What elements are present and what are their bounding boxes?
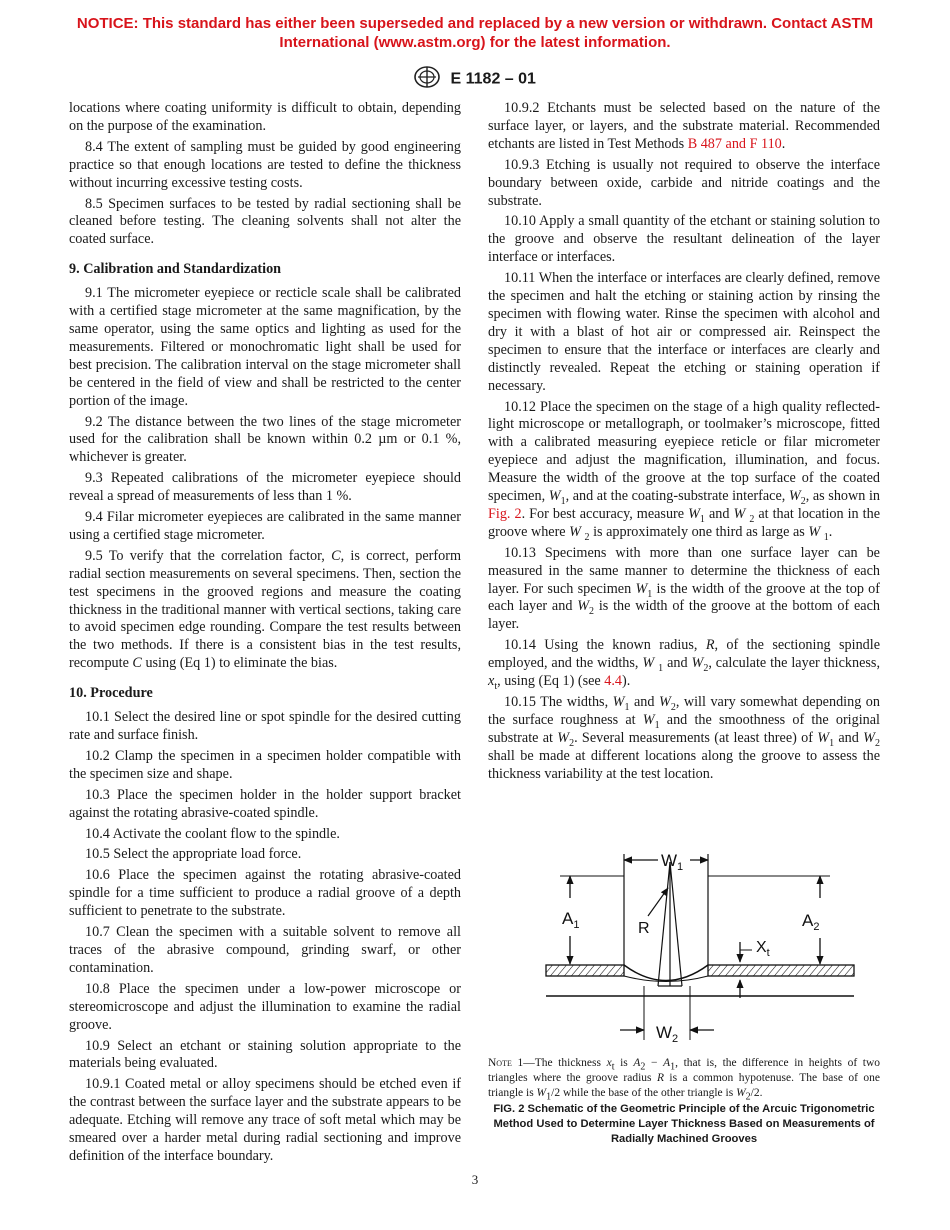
label-w2: $W_2$ bbox=[656, 1023, 679, 1044]
hypotenuse-left bbox=[658, 862, 670, 986]
groove-arc bbox=[624, 965, 708, 981]
paragraph-10-8: 10.8 Place the specimen under a low-power microscope or stereomicroscope and adjust the illumination to examine the radial groove. bbox=[69, 980, 461, 1033]
paragraph-10-9-2: 10.9.2 Etchants must be selected based on the nature of the surface layer, or layers, and the substrate material. Recommended etchants are listed in Test Methods B 487 and F 110. bbox=[488, 100, 880, 152]
paragraph: locations where coating uniformity is difficult to obtain, depending on the purpose of the examination. bbox=[69, 100, 461, 134]
paragraph-8-5: 8.5 Specimen surfaces to be tested by radial sectioning shall be cleaned before testing. The cleaning solvents shall not alter the coated surface. bbox=[69, 195, 461, 248]
astm-logo-icon bbox=[414, 66, 440, 93]
figure-caption: FIG. 2 Schematic of the Geometric Principle of the Arcuic Trigonometric Method Used to Determine Layer Thickness Based on Measurements of Radially Machined Grooves bbox=[493, 1103, 875, 1145]
coating-layer-right bbox=[708, 965, 854, 976]
paragraph-10-15: 10.15 The widths, $W_1$ and $W_2$, will vary somewhat depending on the surface roughness at $W_1$ and the smoothness of the original substrate at $W_2$. Several measurements (at least three) of $W_1$ and $W_2$ shall be made at different locations along the groove to assess the thickness variability at the test location. bbox=[488, 694, 880, 782]
paragraph-10-7: 10.7 Clean the specimen with a suitable solvent to remove all traces of the abrasive compound, grinding swarf, or other contamination. bbox=[69, 924, 461, 976]
paragraph-10-1: 10.1 Select the desired line or spot spindle for the desired cutting rate and surface finish. bbox=[69, 709, 461, 743]
label-a2: $A_2$ bbox=[802, 911, 820, 933]
notice-line-2: International (www.astm.org) for the latest information. bbox=[279, 34, 671, 51]
paragraph-10-11: 10.11 When the interface or interfaces are clearly defined, remove the specimen and halt the etching or staining action by rinsing the specimen with flowing water. Rinse the specimen with alcohol and dry it with a blast of hot air or compressed air. Reinspect the specimen to ensure that the interface or interfaces are clearly and distinctly revealed. Repeat the etching or staining operation if necessary. bbox=[488, 270, 880, 394]
section-heading-9: 9. Calibration and Standardization bbox=[69, 261, 282, 278]
paragraph-10-9-3: 10.9.3 Etching is usually not required to observe the interface boundary between oxide, carbide and nitride coatings and the substrate. bbox=[488, 156, 880, 209]
paragraph-10-14: 10.14 Using the known radius, R, of the sectioning spindle employed, and the widths, W $_1$ and $W_2$, calculate the layer thickness, $x_t$, using (Eq 1) (see 4.4). bbox=[488, 637, 880, 692]
section-heading-10: 10. Procedure bbox=[69, 685, 153, 702]
right-column bbox=[488, 100, 880, 787]
notice-line-1: NOTICE: This standard has either been superseded and replaced by a new version or withdrawn. Contact ASTM bbox=[76, 15, 874, 32]
standard-designation bbox=[0, 66, 950, 93]
paragraph-9-2: 9.2 The distance between the two lines of the stage micrometer used for the calibration shall be known within 0.2 µm or 0.1 %, whichever is greater. bbox=[69, 413, 461, 466]
paragraph-10-4: 10.4 Activate the coolant flow to the spindle. bbox=[85, 825, 340, 842]
paragraph-10-9-1: 10.9.1 Coated metal or alloy specimens should be etched even if the contrast between the surface layer and the substrate appears to be adequate. Etching will remove any trace of soft metal which may be smeared over a harder metal during radial sectioning and improve definition of the interface boundary. bbox=[69, 1076, 461, 1164]
paragraph-10-3: 10.3 Place the specimen holder in the holder support bracket against the rotating abrasive-coated spindle. bbox=[69, 786, 461, 821]
label-w1: $W_1$ bbox=[661, 851, 684, 873]
paragraph-10-5: 10.5 Select the appropriate load force. bbox=[85, 846, 302, 863]
figure-2-diagram bbox=[540, 846, 860, 1044]
paragraph-10-12: 10.12 Place the specimen on the stage of a high quality reflected-light microscope or metallograph, or toolmaker’s microscope, fitted with a calibrated measuring eyepiece reticle or filar micrometer eyepiece and adjust the magnification, illumination, and focus. Measure the width of the groove at the top surface of the coated specimen, $W_1$, and at the coating-substrate interface, $W_2$, as shown in Fig. 2. For best accuracy, measure $W_1$ and W $_2$ at that location in the groove where W $_2$ is approximately one third as large as W $_1$. bbox=[488, 398, 880, 543]
label-a1: $A_1$ bbox=[562, 909, 580, 931]
etchant-reference-link[interactable]: B 487 and F 110 bbox=[687, 135, 782, 152]
hypotenuse-right bbox=[670, 862, 682, 986]
paragraph-10-6: 10.6 Place the specimen against the rotating abrasive-coated spindle for a time sufficient to produce a radial groove of a depth sufficient to penetrate to the substrate. bbox=[69, 867, 461, 920]
paragraph-9-5: 9.5 To verify that the correlation factor, C, is correct, perform radial section measurements on several specimens. Then, section the test specimens in the grooved regions and measure the coating thickness in the traditional manner with vertical sections, taking care to avoid specimen edge rounding. Compare the test results between the two methods. If there is a consistent bias in the test results, recompute C using (Eq 1) to eliminate the bias. bbox=[69, 547, 461, 672]
paragraph-10-2: 10.2 Clamp the specimen in a specimen holder compatible with the specimen size and shape. bbox=[69, 747, 461, 782]
paragraph-10-13: 10.13 Specimens with more than one surface layer can be measured in the same manner to determine the thickness of each layer. For such specimen $W_1$ is the width of the groove at the top of each layer and $W_2$ is the width of the groove at the bottom of each layer. bbox=[488, 544, 880, 633]
label-xt: $X_t$ bbox=[756, 939, 770, 959]
paragraph-10-9: 10.9 Select an etchant or staining solution appropriate to the materials being evaluated. bbox=[69, 1037, 461, 1072]
withdrawal-notice bbox=[40, 14, 910, 52]
paragraph-9-3: 9.3 Repeated calibrations of the micrometer eyepiece should reveal a spread of measurements of less than 1 %. bbox=[69, 470, 461, 505]
figure-2-link[interactable]: Fig. 2 bbox=[488, 505, 522, 522]
paragraph-9-1: 9.1 The micrometer eyepiece or recticle scale shall be calibrated with a certified stage micrometer at the same magnification, by the same operator, using the same optics and lighting as used for the measurements. Filtered or monochromatic light shall be used for best precision. The calibration interval on the stage micrometer shall be centered in the field of view and shall be restricted to the center portion of the image. bbox=[69, 285, 461, 409]
label-r: R bbox=[638, 920, 650, 937]
left-column bbox=[69, 100, 461, 1169]
coating-layer-left bbox=[546, 965, 624, 976]
designation-code: E 1182 – 01 bbox=[450, 70, 536, 88]
paragraph-8-4: 8.4 The extent of sampling must be guided by good engineering practice so that enough locations are tested to define the thickness without incurring excessive testing costs. bbox=[69, 138, 461, 191]
paragraph-9-4: 9.4 Filar micrometer eyepieces are calibrated in the same manner using a certified stage micrometer. bbox=[69, 509, 461, 543]
section-4-4-link[interactable]: 4.4 bbox=[604, 673, 622, 690]
paragraph-10-10: 10.10 Apply a small quantity of the etchant or staining solution to the groove and observe the resultant delineation of the layer interface or interfaces. bbox=[488, 213, 880, 266]
page-number: 3 bbox=[471, 1172, 479, 1187]
figure-note: Note 1—The thickness $x_t$ is $A_2 - A_1$, that is, the difference in heights of two triangles where the groove radius R is a common hypotenuse. The base of one triangle is $W_1/2$ while the base of the other triangle is $W_2/2$. bbox=[488, 1057, 881, 1103]
